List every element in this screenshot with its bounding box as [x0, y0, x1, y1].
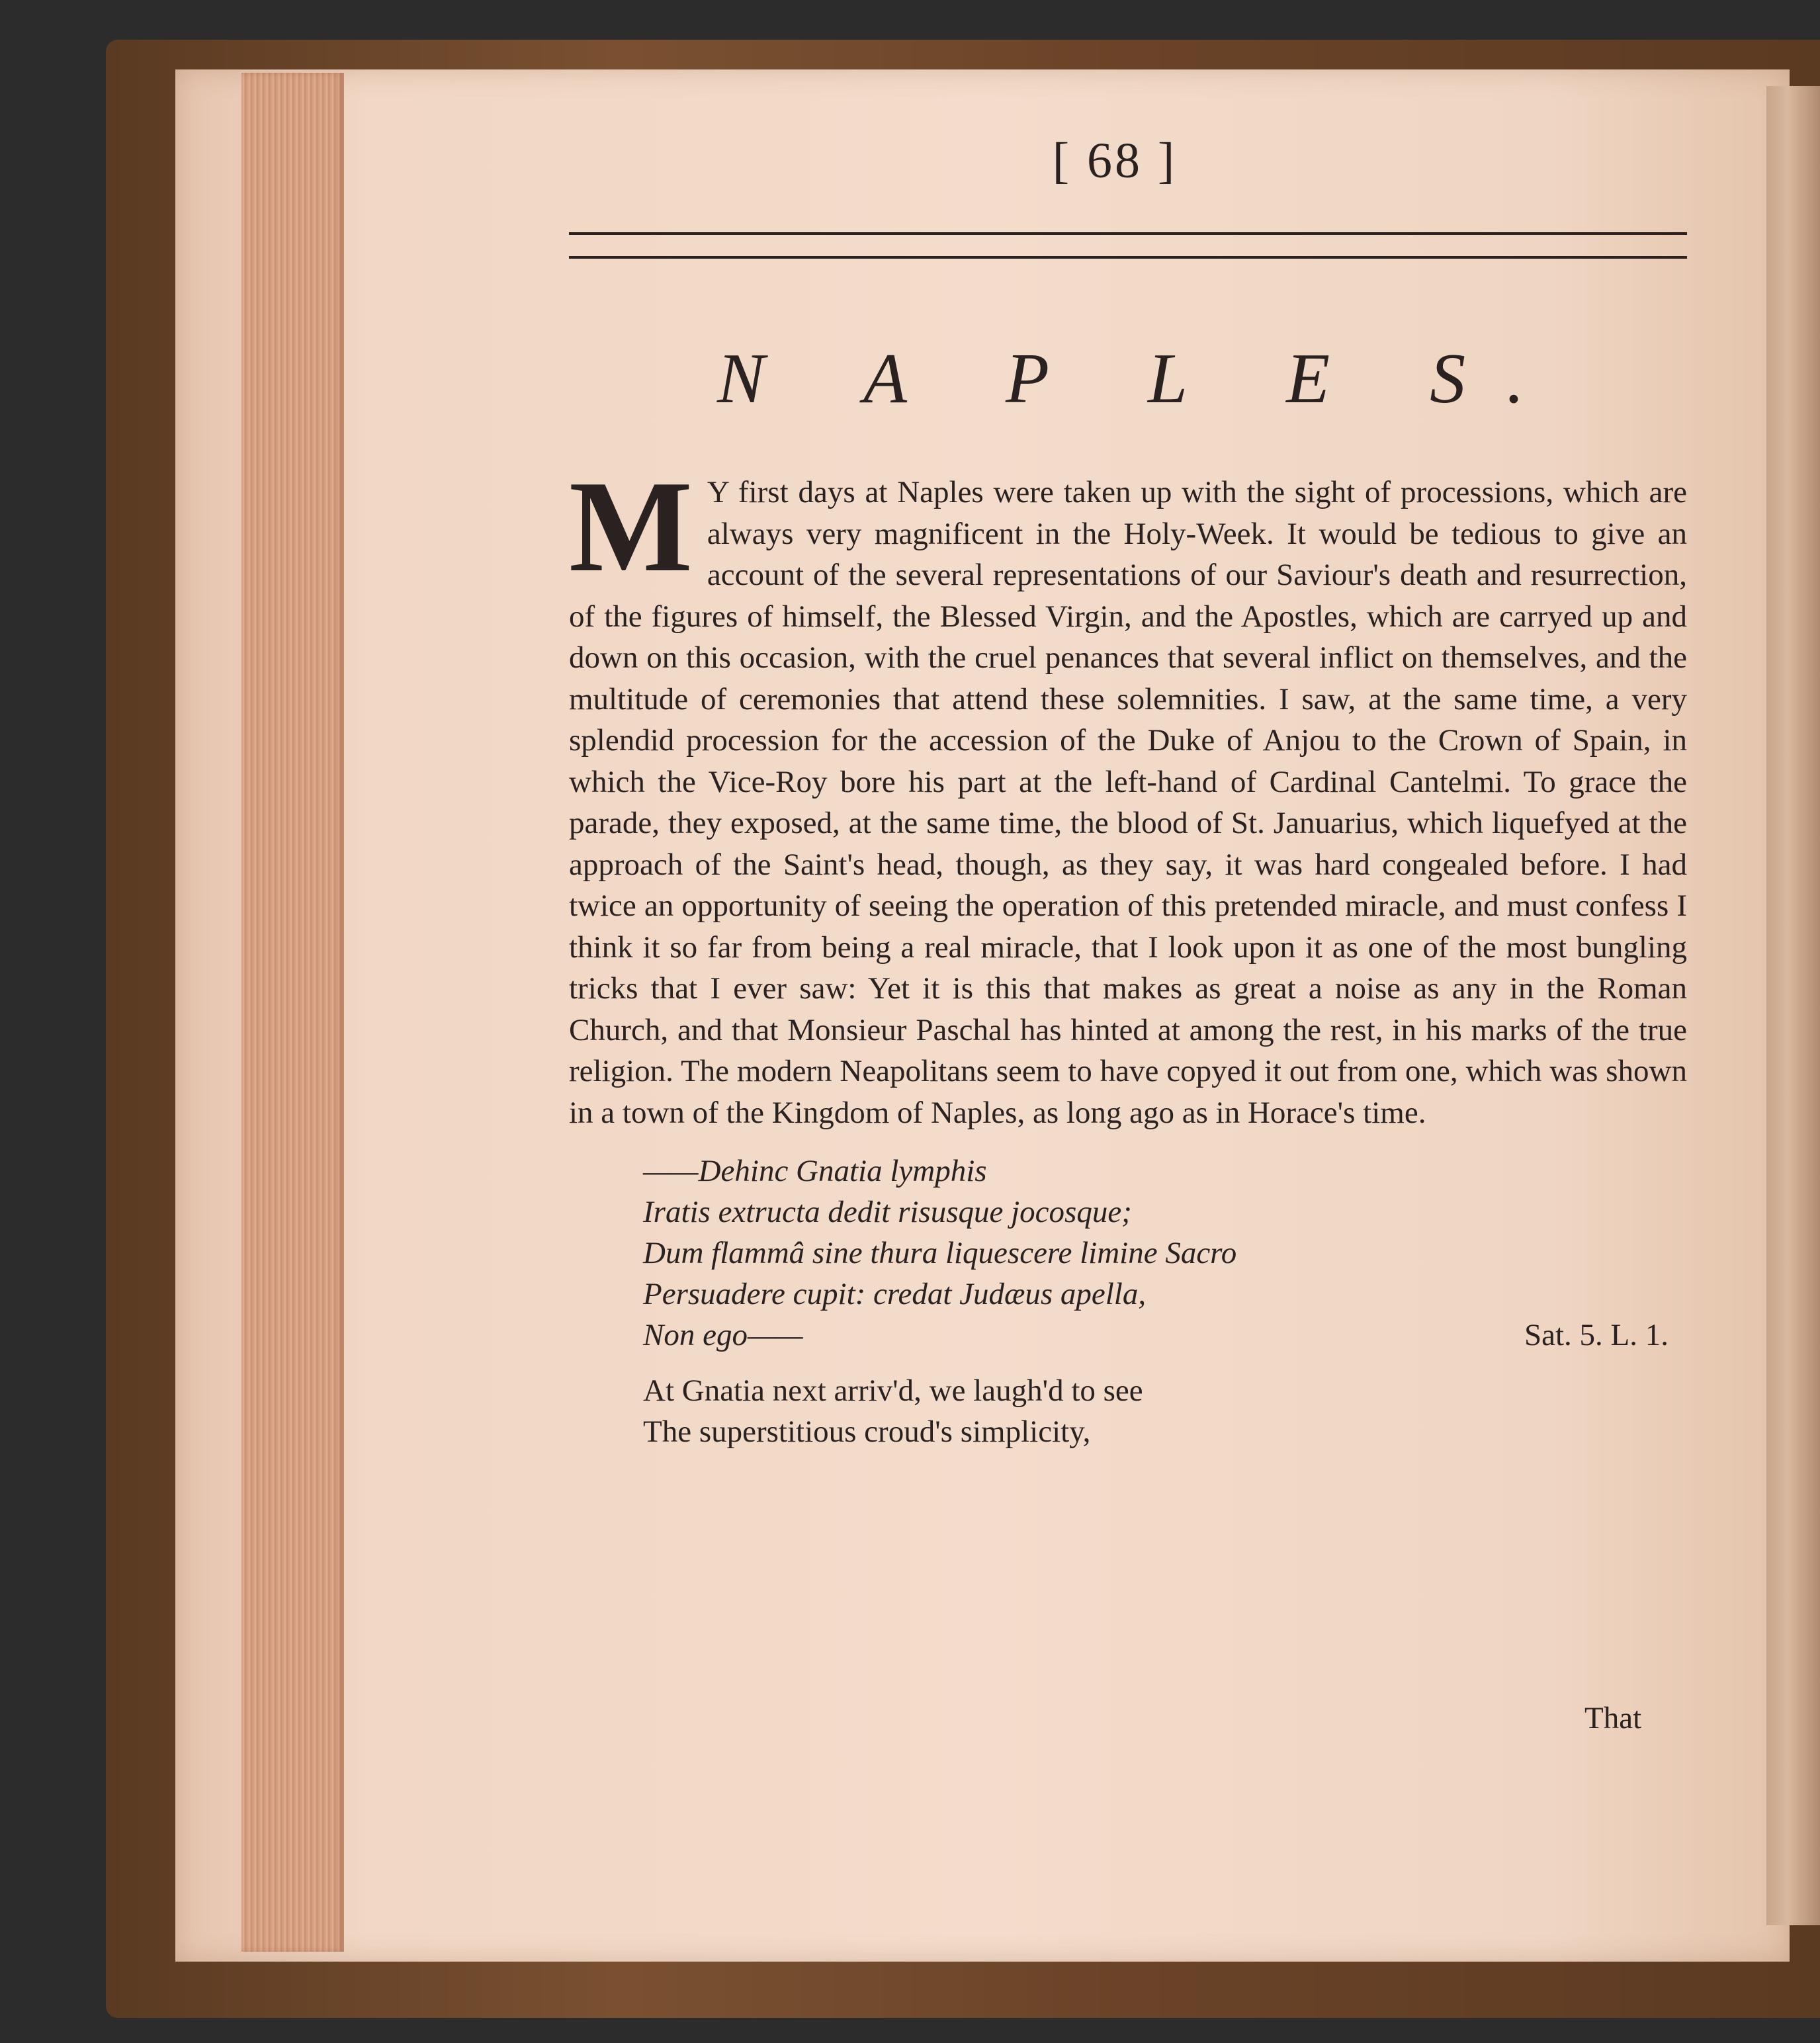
page-text — [569, 132, 1687, 1452]
right-page-edge — [1766, 86, 1820, 1925]
verse-line: ——Dehinc Gnatia lymphis — [643, 1154, 987, 1188]
body-text: Y first days at Naples were taken up with the sight of processions, which are always very magnificent in the Holy-Week. It would be tedious to give an account of the several representations of our Saviour's death and resurrection, of the figures of himself, the Blessed Virgin, and the Apostles, which are carryed up and down on this occasion, with the cruel penances that several inflict on themselves, and the multitude of ceremonies that attend these solemnities. I saw, at the same time, a very splendid procession for the accession of the Duke of Anjou to the Crown of Spain, in which the Vice-Roy bore his part at the left-hand of Cardinal Cantelmi. To grace the parade, they exposed, at the same time, the blood of St. Januarius, which liquefyed at the approach of the Saint's head, though, as they say, it was hard congealed before. I had twice an opportunity of seeing the operation of this pretended miracle, and must confess I think it so far from being a real miracle, that I look upon it as one of the most bungling tricks that I ever saw: Yet it is this that makes as great a noise as any in the Roman Church, and that Monsieur Paschal has hinted at among the rest, in his marks of the true religion. The modern Neapolitans seem to have copyed it out from one, which was shown in a town of the Kingdom of Naples, as long ago as in Horace's time. — [569, 475, 1687, 1130]
body-paragraph — [569, 454, 1687, 1133]
drop-cap: M — [569, 454, 693, 599]
verse-reference: Sat. 5. L. 1. — [1524, 1318, 1668, 1352]
verse-line: Iratis extructa dedit risusque jocosque; — [643, 1195, 1132, 1229]
verse-line: Persuadere cupit: credat Judæus apella, — [643, 1277, 1147, 1311]
page-edges — [241, 73, 344, 1952]
header-rule-second — [569, 256, 1687, 259]
english-translation — [643, 1370, 1687, 1452]
translation-line: The superstitious croud's simplicity, — [643, 1414, 1091, 1449]
latin-verse — [643, 1151, 1687, 1356]
catchword: That — [1584, 1701, 1642, 1735]
chapter-title: N A P L E S. — [716, 339, 1566, 418]
page-number: [ 68 ] — [1052, 133, 1178, 189]
verse-line: Dum flammâ sine thura liquescere limine Sacro — [643, 1236, 1237, 1270]
header-rule — [569, 232, 1687, 235]
verse-line: Non ego—— — [643, 1318, 803, 1352]
translation-line: At Gnatia next arriv'd, we laugh'd to see — [643, 1373, 1143, 1408]
verse-last-line — [643, 1315, 1668, 1356]
